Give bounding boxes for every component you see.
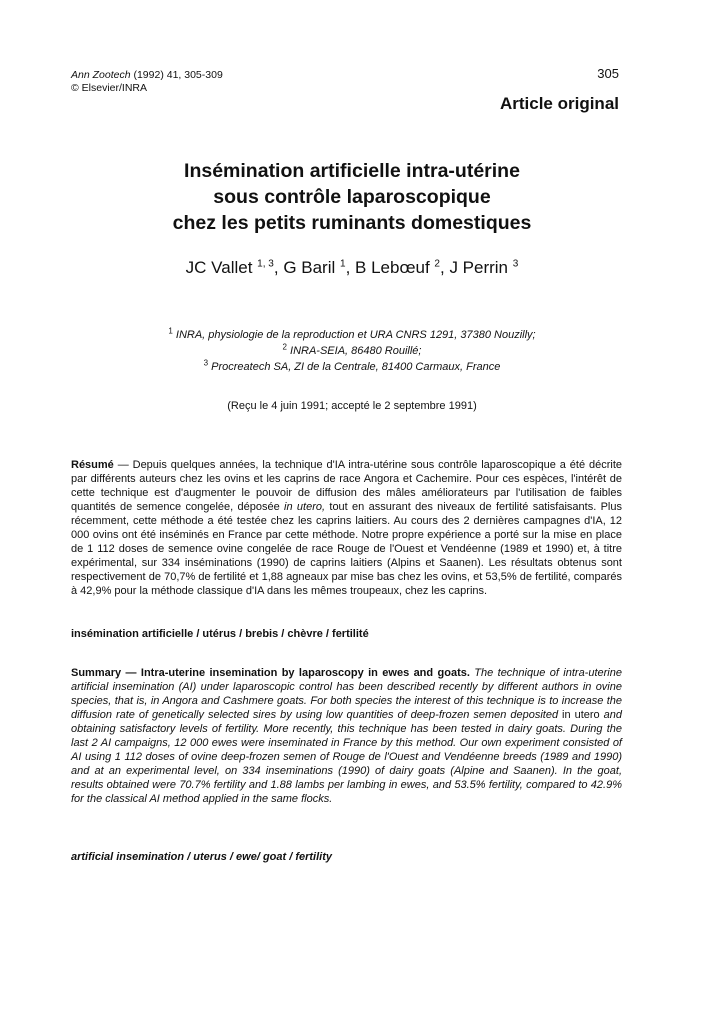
author-name: B Lebœuf bbox=[355, 258, 430, 277]
affiliation-text: INRA-SEIA, 86480 Rouillé; bbox=[290, 345, 422, 357]
affiliation bbox=[0, 343, 704, 359]
resume-label: Résumé bbox=[71, 459, 114, 471]
affiliation-text: Procreatech SA, ZI de la Centrale, 81400 Carmaux, France bbox=[211, 361, 501, 373]
publisher: © Elsevier/INRA bbox=[71, 82, 148, 94]
summary-upright-term: in utero bbox=[562, 709, 600, 721]
journal-reference: (1992) 41, 305-309 bbox=[133, 69, 223, 81]
author-separator: , bbox=[273, 258, 284, 277]
affiliation-text: INRA, physiologie de la reproduction et URA CNRS 1291, 37380 Nouzilly; bbox=[175, 329, 536, 341]
author-name: G Baril bbox=[283, 258, 336, 277]
article-title bbox=[0, 158, 704, 236]
affiliation bbox=[0, 359, 704, 375]
resume-text: tout en assurant des niveaux de fertilité satisfaisants. Plus récemment, cette méthode a été testée chez les caprins laitiers. Au cours des 2 dernières campagnes d'IA, 12 000 ovins ont été inséminés en France par cette méthode. Notre propre expérience a porté sur la mise en place de 1 112 doses de semence ovine congelée de race Rouge de l'Ouest et Vendéenne (1989 et 1990) et, à titre expérimental, sur 334 inséminations (1990) de caprins laitiers (Alpins et Saanen). Les résultats obtenus sont respectivement de 70,7% de fertilité et 1,88 agneaux par mise bas chez les ovins, et 53,5% de fertilité, comparés à 42,9% pour la méthode classique d'IA dans les mêmes troupeaux, chez les caprins. bbox=[71, 501, 622, 597]
summary-text: The technique of intra-uterine artificial insemination (AI) under laparoscopic control has been described recently by different authors in ovine species, that is, in Angora and Cashmere goats. For both species the interest of this technique is to increase the diffusion rate of genetically selected sires by using low quantities of deep-frozen semen deposited bbox=[71, 667, 622, 721]
resume-text: — Depuis quelques années, la technique d'IA intra-utérine sous contrôle laparoscopique a été décrite par différents auteurs chez les ovins et les caprins de race Angora et Cachemire. Pour ces espèces, l'intérêt de cette technique est d'augmenter le pouvoir de diffusion des mâles améliorateurs par l'utilisation de faibles quantités de semence congelée, déposée bbox=[71, 459, 622, 513]
summary-abstract bbox=[71, 666, 622, 806]
title-line: sous contrôle laparoscopique bbox=[213, 186, 491, 208]
keywords-french: insémination artificielle / utérus / brebis / chèvre / fertilité bbox=[71, 628, 369, 640]
affiliation-mark: 3 bbox=[203, 358, 209, 368]
author-affiliation-mark: 3 bbox=[512, 258, 519, 270]
journal-citation bbox=[71, 69, 223, 95]
author-separator: , bbox=[345, 258, 356, 277]
article-type: Article original bbox=[499, 94, 619, 113]
affiliation-mark: 1 bbox=[168, 326, 173, 336]
resume-abstract bbox=[71, 458, 622, 598]
author-name: J Perrin bbox=[449, 258, 509, 277]
author-list bbox=[0, 258, 704, 278]
affiliations bbox=[0, 327, 704, 375]
affiliation-mark: 2 bbox=[282, 342, 287, 352]
resume-italic-term: in utero, bbox=[284, 501, 326, 513]
summary-label: Summary — Intra-uterine insemination by laparoscopy in ewes and goats. bbox=[71, 667, 470, 679]
author-affiliation-mark: 1 bbox=[340, 258, 346, 270]
journal-name: Ann Zootech bbox=[71, 69, 131, 81]
summary-text: and obtaining satisfactory levels of fertility. More recently, this technique has been tested in dairy goats. During the last 2 AI campaigns, 12 000 ewes were inseminated in France by this method. Our own experiment consisted of AI using 1 112 doses of ovine deep-frozen semen of Rouge de l'Ouest and Vendéenne breeds (1989 and 1990) and at an experimental level, on 334 inseminations (1990) of dairy goats (Alpine and Saanen). In the goat, results obtained were 70.7% fertility and 1.88 lambs per lambing in ewes, and 53.5% fertility, compared to 42.9% for the classical AI method applied in the same flocks. bbox=[71, 709, 622, 805]
author-affiliation-mark: 2 bbox=[434, 258, 440, 270]
keywords-english: artificial insemination / uterus / ewe/ goat / fertility bbox=[71, 851, 333, 863]
received-dates: (Reçu le 4 juin 1991; accepté le 2 septembre 1991) bbox=[227, 400, 477, 412]
affiliation bbox=[0, 327, 704, 343]
page-number: 305 bbox=[597, 66, 619, 81]
title-line: Insémination artificielle intra-utérine bbox=[184, 160, 520, 182]
title-line: chez les petits ruminants domestiques bbox=[172, 212, 532, 234]
author-name: JC Vallet bbox=[185, 258, 253, 277]
author-separator: , bbox=[439, 258, 450, 277]
author-affiliation-mark: 1, 3 bbox=[257, 258, 274, 270]
